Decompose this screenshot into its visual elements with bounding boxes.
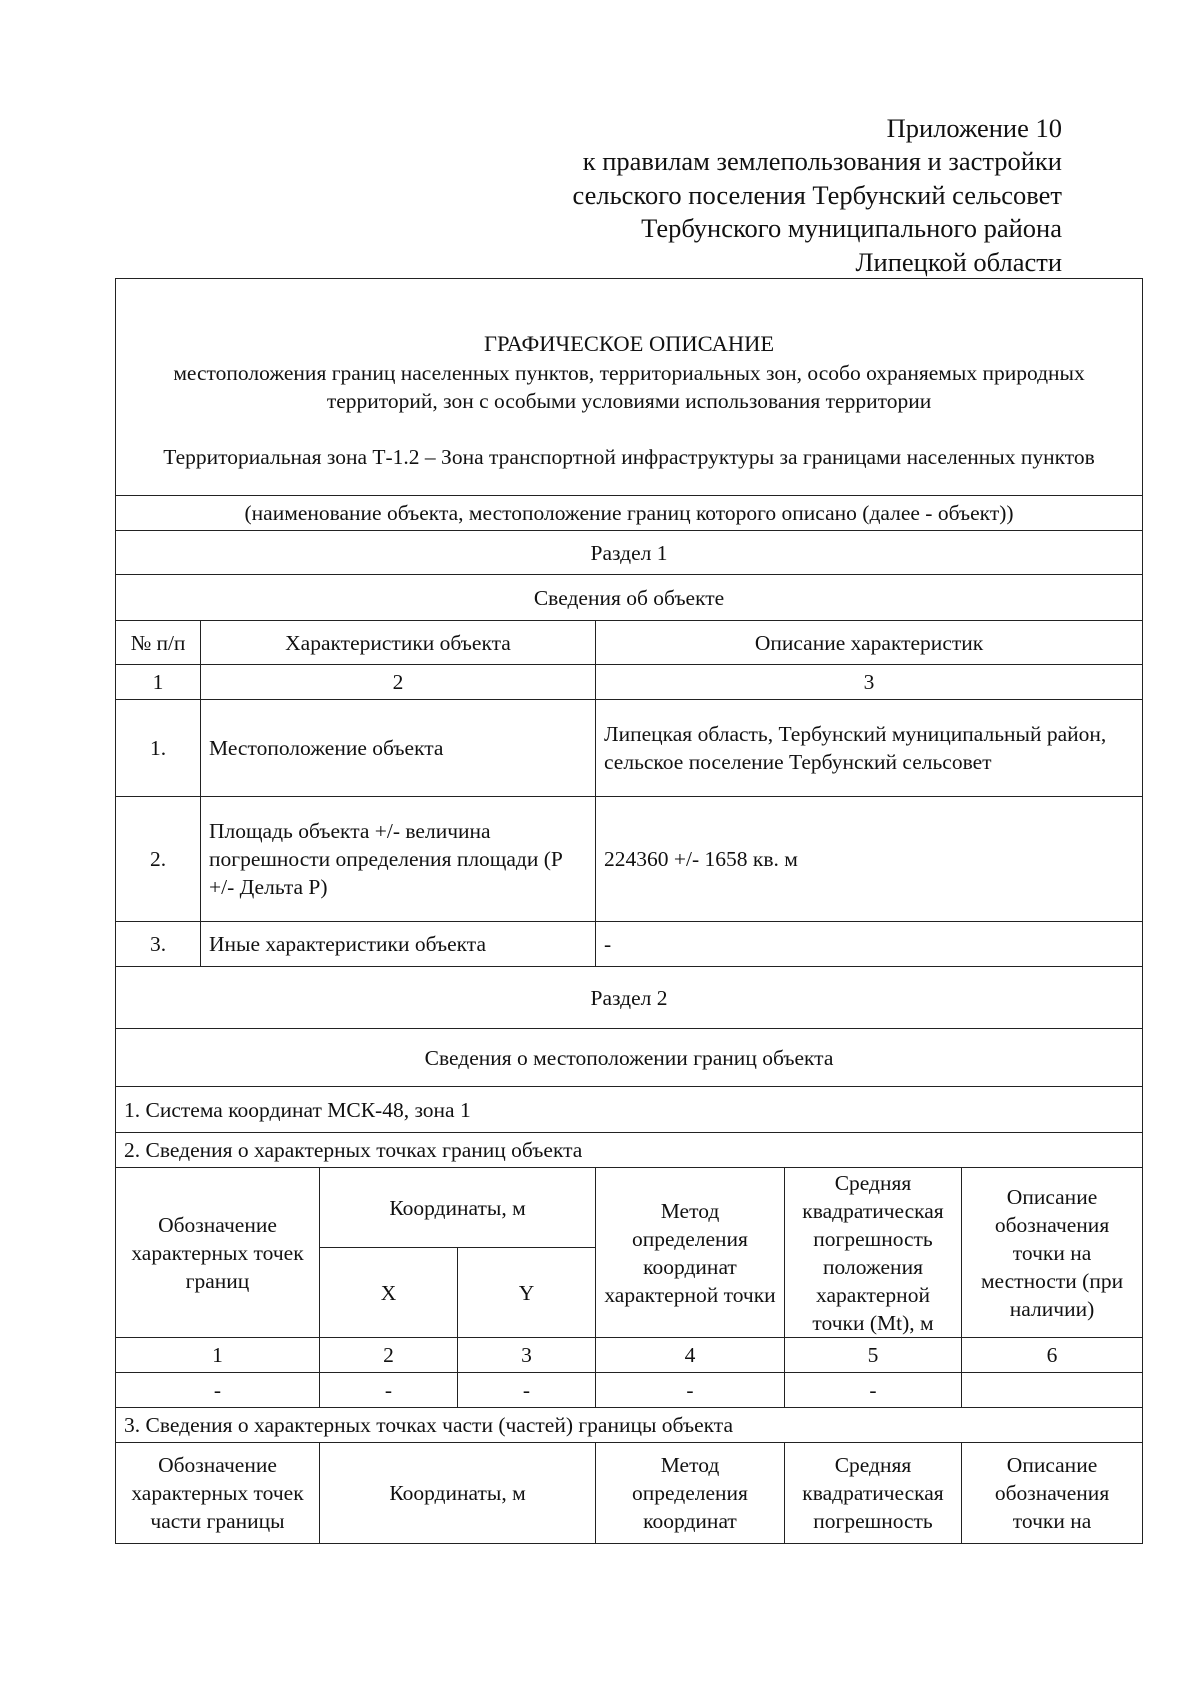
- section2-subtitle: Сведения о местоположении границ объекта: [116, 1029, 1143, 1087]
- points-header-description: Описание обозначения точки на местности (при наличии): [962, 1168, 1143, 1338]
- characteristic-value: 224360 +/- 1658 кв. м: [596, 797, 1143, 922]
- object-caption: (наименование объекта, местоположение границ которого описано (далее - объект)): [116, 496, 1143, 531]
- points-header-method: Метод определения координат характерной точки: [596, 1168, 785, 1338]
- section2-title: Раздел 2: [116, 967, 1143, 1029]
- column-header-characteristics: Характеристики объекта: [201, 621, 596, 665]
- row-number: 1.: [116, 700, 201, 797]
- document-subtitle: местоположения границ населенных пунктов, территориальных зон, особо охраняемых природных территорий, зон с особыми условиями использования территории: [173, 361, 1085, 413]
- column-number: 2: [201, 665, 596, 700]
- header-line: Приложение 10: [886, 113, 1062, 143]
- points-header-designation: Обозначение характерных точек границ: [116, 1168, 320, 1338]
- characteristic-name: Местоположение объекта: [201, 700, 596, 797]
- part-points-title: 3. Сведения о характерных точках части (частей) границы объекта: [116, 1408, 1143, 1443]
- points-column-number: 1: [116, 1338, 320, 1373]
- characteristic-name: Площадь объекта +/- величина погрешности определения площади (P +/- Дельта P): [201, 797, 596, 922]
- column-header-description: Описание характеристик: [596, 621, 1143, 665]
- part-header-method: Метод определения координат: [596, 1443, 785, 1544]
- points-cell: [962, 1373, 1143, 1408]
- characteristic-value: -: [596, 922, 1143, 967]
- part-header-coords: Координаты, м: [320, 1443, 596, 1544]
- section1-title: Раздел 1: [116, 531, 1143, 575]
- part-header-description: Описание обозначения точки на: [962, 1443, 1143, 1544]
- column-number: 1: [116, 665, 201, 700]
- section1-subtitle: Сведения об объекте: [116, 575, 1143, 621]
- header-line: сельского поселения Тербунский сельсовет: [572, 179, 1062, 210]
- part-header-designation: Обозначение характерных точек части границы: [116, 1443, 320, 1544]
- document-heading: ГРАФИЧЕСКОЕ ОПИСАНИЕ: [484, 331, 775, 356]
- points-header-coords: Координаты, м: [320, 1168, 596, 1248]
- points-cell: -: [458, 1373, 596, 1408]
- header-line: Тербунского муниципального района: [641, 213, 1062, 244]
- characteristic-name: Иные характеристики объекта: [201, 922, 596, 967]
- part-header-accuracy: Средняя квадратическая погрешность: [785, 1443, 962, 1544]
- points-cell: -: [596, 1373, 785, 1408]
- row-number: 2.: [116, 797, 201, 922]
- points-title: 2. Сведения о характерных точках границ объекта: [116, 1133, 1143, 1168]
- points-cell: -: [116, 1373, 320, 1408]
- points-header-accuracy: Средняя квадратическая погрешность положения характерной точки (Mt), м: [785, 1168, 962, 1338]
- column-header-number: № п/п: [116, 621, 201, 665]
- coordinate-system: 1. Система координат МСК-48, зона 1: [116, 1087, 1143, 1133]
- object-name: Территориальная зона Т-1.2 – Зона транспортной инфраструктуры за границами населенных пунктов: [163, 445, 1095, 469]
- points-column-number: 3: [458, 1338, 596, 1373]
- appendix-header: [362, 112, 1062, 279]
- header-line: Липецкой области: [855, 246, 1062, 277]
- points-header-x: X: [320, 1248, 458, 1338]
- points-column-number: 5: [785, 1338, 962, 1373]
- points-column-number: 4: [596, 1338, 785, 1373]
- points-column-number: 6: [962, 1338, 1143, 1373]
- document-title-block: [116, 279, 1143, 496]
- characteristic-value: Липецкая область, Тербунский муниципальный район, сельское поселение Тербунский сельсовет: [596, 700, 1143, 797]
- points-cell: -: [320, 1373, 458, 1408]
- graphic-description-table: [115, 278, 1143, 1544]
- points-header-y: Y: [458, 1248, 596, 1338]
- points-column-number: 2: [320, 1338, 458, 1373]
- points-cell: -: [785, 1373, 962, 1408]
- row-number: 3.: [116, 922, 201, 967]
- column-number: 3: [596, 665, 1143, 700]
- header-line: к правилам землепользования и застройки: [582, 146, 1062, 177]
